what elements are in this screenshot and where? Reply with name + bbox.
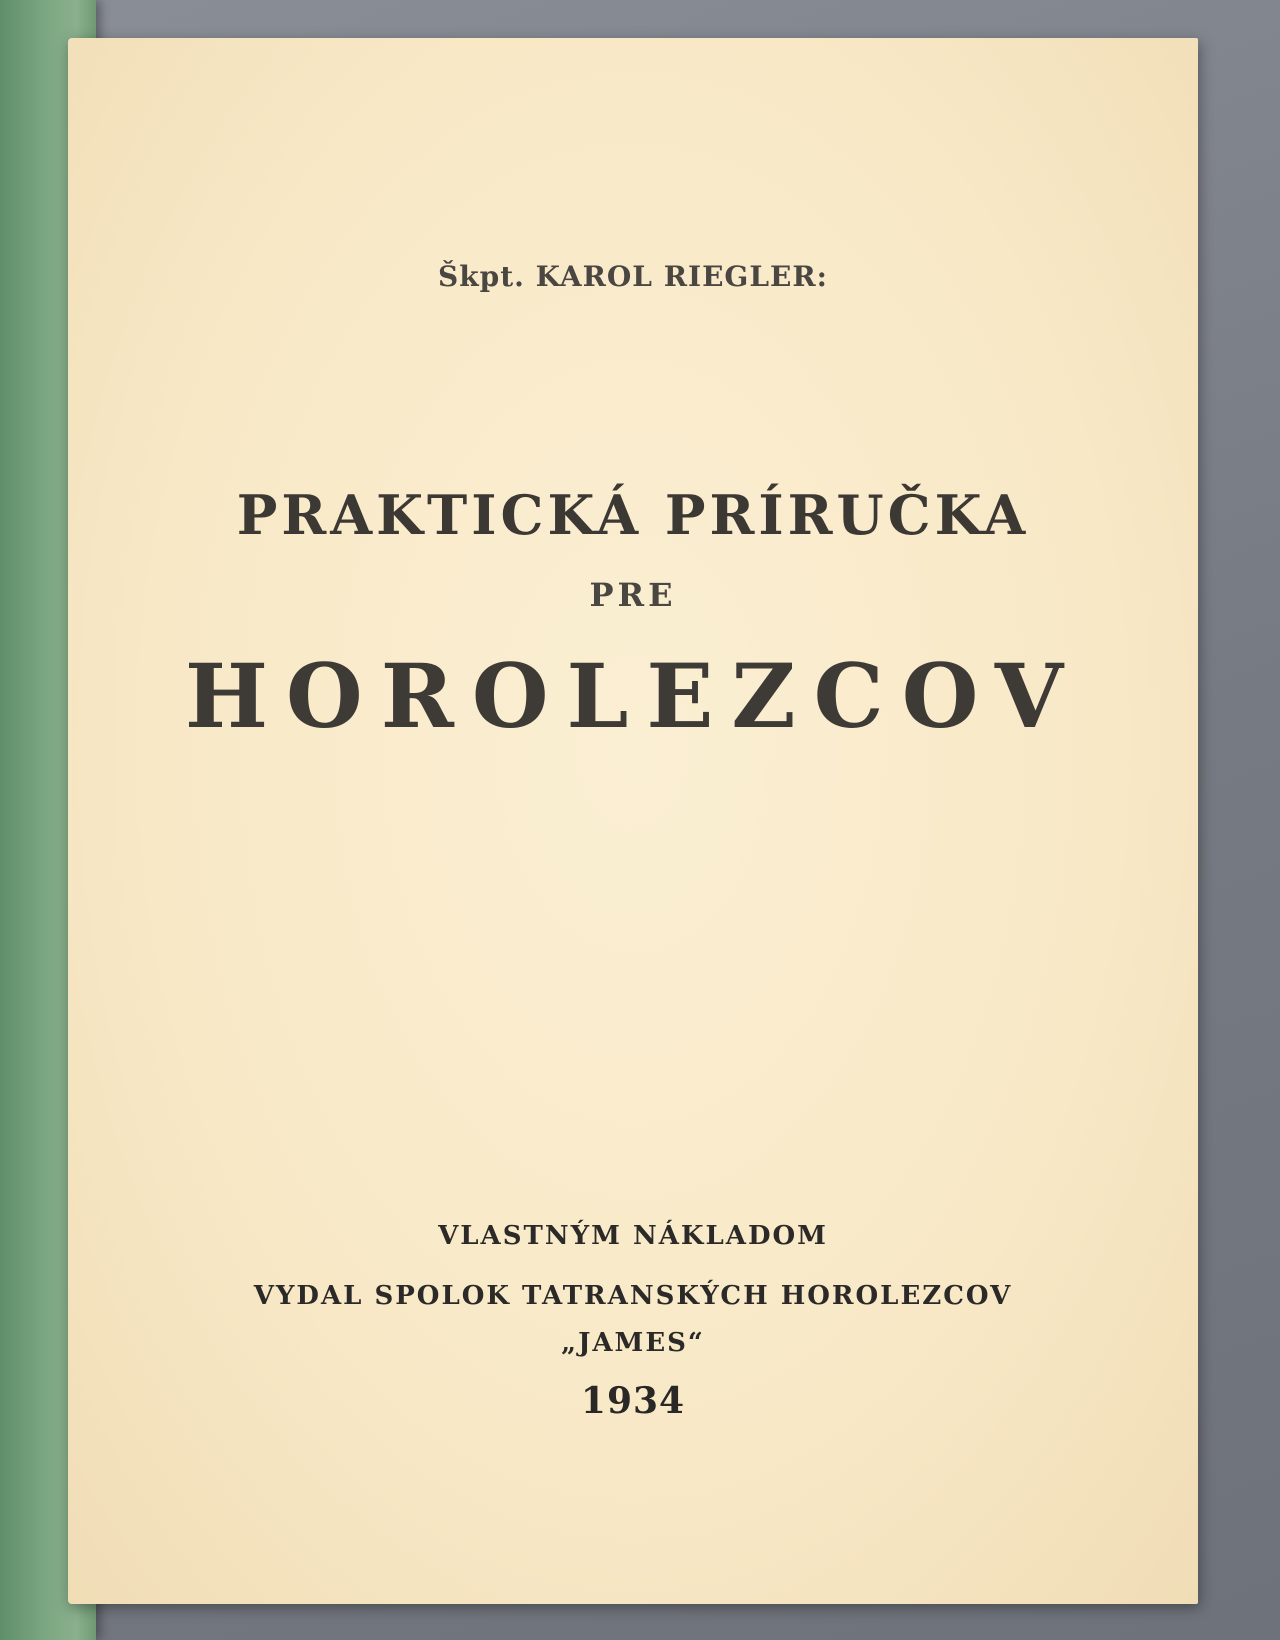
- book-title-line-1: PRAKTICKÁ PRÍRUČKA: [236, 483, 1030, 547]
- title-page: [68, 38, 1198, 1604]
- book-title-line-3: HOROLEZCOV: [184, 644, 1082, 748]
- book-title-line-2: PRE: [589, 576, 677, 614]
- author-line: Škpt. KAROL RIEGLER:: [438, 260, 828, 293]
- publisher-line-1: VLASTNÝM NÁKLADOM: [438, 1221, 828, 1251]
- publisher-line-2: VYDAL SPOLOK TATRANSKÝCH HOROLEZCOV: [253, 1281, 1013, 1311]
- publication-year: 1934: [580, 1380, 686, 1422]
- publisher-line-3: „JAMES“: [561, 1328, 705, 1358]
